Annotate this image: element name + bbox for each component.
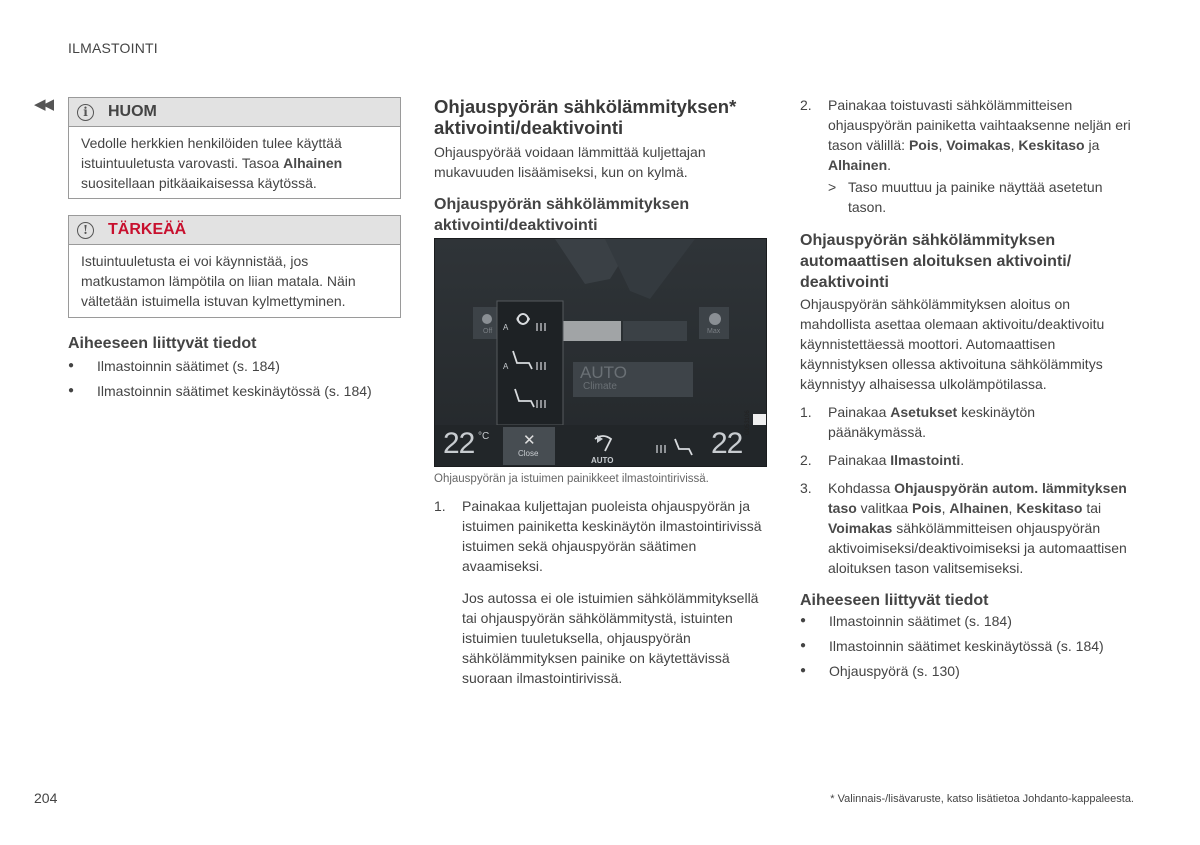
middle-step-list xyxy=(434,496,769,688)
step-2-result: > Taso muuttuu ja painike näyttää asetetun tason. xyxy=(828,179,1103,215)
related-link[interactable]: ● Ilmastoinnin säätimet keskinäytössä (s. 184) xyxy=(68,381,403,401)
screen-auto-small: AUTO xyxy=(591,456,614,465)
note-box-header xyxy=(69,98,400,127)
important-box-header xyxy=(69,216,400,245)
exclamation-icon: ! xyxy=(77,222,94,239)
footnote: * Valinnais-/lisävaruste, katso lisätietoa Johdanto-kappaleesta. xyxy=(830,793,1134,805)
related-right-list xyxy=(800,611,1135,681)
screen-close-label: Close xyxy=(518,449,539,458)
screen-temp-unit: °C xyxy=(478,431,490,442)
screen-climate-label: Climate xyxy=(583,381,617,392)
middle-steps xyxy=(434,496,769,696)
intro-text: Ohjauspyörää voidaan lämmittää kuljettajan mukavuuden lisäämiseksi, kun on kylmä. xyxy=(434,144,706,180)
back-arrows-icon[interactable]: ◀◀ xyxy=(34,96,52,113)
close-icon: ✕ xyxy=(523,432,536,449)
image-caption: Ohjauspyörän ja istuimen painikkeet ilmastointirivissä. xyxy=(434,473,709,485)
step-1: 1. Painakaa kuljettajan puoleista ohjauspyörän ja istuimen painiketta keskinäytön ilmastointirivissä istuimen sekä ohjauspyörän säätimen avaamiseksi. Jos autossa ei ole istuimien sähkölämmityksellä tai ohjauspyörän sähkölämmitystä, istuinten istuimien tuuletuksella, ohjauspyörän sähkölämmityksen painike on käytettävissä suoraan ilmastointirivissä. xyxy=(434,496,769,688)
subheading: Ohjauspyörän sähkölämmityksen aktivointi/deaktivointi xyxy=(434,196,690,234)
related-link[interactable]: ● Ilmastoinnin säätimet (s. 184) xyxy=(800,611,1135,631)
screen-max-label: Max xyxy=(707,328,721,335)
screen-temp-left: 22 xyxy=(443,427,475,460)
auto-text: Ohjauspyörän sähkölämmityksen aloitus on mahdollista asettaa olemaan aktivoitu/deaktivoitu käynnistettäessä moottori. Automaattisen käynnistyksen ollessa aktivoituna sähkölämmitys käynnistyy alhaisessa ulkolämpötilassa. xyxy=(800,296,1105,392)
screen-image-code: G053106 xyxy=(745,410,751,435)
important-box-text: Istuintuuletusta ei voi käynnistää, jos matkustamon lämpötila on liian matala. Näin vältetään istuimella istuvan kylmettyminen. xyxy=(81,253,356,309)
right-column xyxy=(800,95,1135,686)
auto-step-3: 3. Kohdassa Ohjauspyörän autom. lämmityksen taso valitkaa Pois, Alhainen, Keskitaso tai Voimakas sähkölämmitteisen ohjauspyörän aktivoimiseksi/deaktivoimiseksi ja automaattisen aloituksen tason valitsemiseksi. xyxy=(800,480,1127,576)
screen-a2-label: A xyxy=(503,362,509,371)
note-box-text: Vedolle herkkien henkilöiden tulee käyttää istuintuuletusta varovasti. Tasoa Alhainen suositellaan pitkäaikaisessa käytössä. xyxy=(81,135,343,191)
middle-column xyxy=(434,96,769,236)
climate-screen-image xyxy=(434,238,767,467)
related-left-list xyxy=(68,356,403,401)
related-link[interactable]: ● Ilmastoinnin säätimet (s. 184) xyxy=(68,356,403,376)
note-box xyxy=(68,97,401,199)
important-box xyxy=(68,215,401,318)
related-left xyxy=(68,333,403,406)
related-left-heading: Aiheeseen liittyvät tiedot xyxy=(68,335,257,352)
step-2: 2. Painakaa toistuvasti sähkölämmitteisen ohjauspyörän painiketta vaihtaaksenne neljän eri tason välillä: Pois, Voimakas, Keskitaso ja Alhainen. xyxy=(800,97,1131,173)
auto-step-2: 2. Painakaa Ilmastointi. xyxy=(800,452,965,468)
screen-off-label: Off xyxy=(483,328,493,335)
right-step-list-top xyxy=(800,95,1135,175)
auto-step-1: 1. Painakaa Asetukset keskinäytön päänäkymässä. xyxy=(800,404,1036,440)
screen-a1-label: A xyxy=(503,323,509,332)
related-link[interactable]: ● Ilmastoinnin säätimet keskinäytössä (s. 184) xyxy=(800,636,1135,656)
note-box-title: HUOM xyxy=(108,103,157,120)
screen-temp-right: 22 xyxy=(711,427,743,460)
page-number: 204 xyxy=(34,790,58,806)
info-icon: i xyxy=(77,104,94,121)
step-1-extra: Jos autossa ei ole istuimien sähkölämmityksellä tai ohjauspyörän sähkölämmitystä, istuinten istuimien tuuletuksella, ohjauspyörän sähkölämmityksen painike on käytettävissä suoraan ilmastointirivissä. xyxy=(462,590,759,686)
section-title: Ohjauspyörän sähkölämmityksen* aktivointi/deaktivointi xyxy=(434,96,737,138)
right-step-list xyxy=(800,402,1135,578)
important-box-title: TÄRKEÄÄ xyxy=(108,221,187,238)
section-header: ILMASTOINTI xyxy=(68,40,158,56)
screen-auto-label: AUTO xyxy=(580,363,627,382)
auto-heading: Ohjauspyörän sähkölämmityksen automaattisen aloituksen aktivointi/ deaktivointi xyxy=(800,232,1072,291)
related-link[interactable]: ● Ohjauspyörä (s. 130) xyxy=(800,661,1135,681)
related-right-heading: Aiheeseen liittyvät tiedot xyxy=(800,592,989,609)
